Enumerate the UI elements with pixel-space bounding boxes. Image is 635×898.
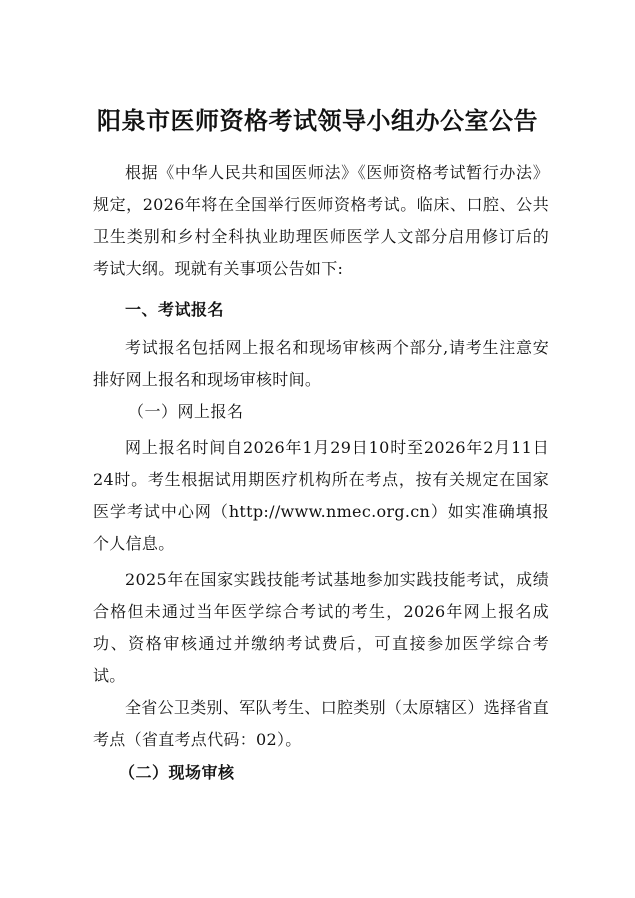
section-heading-registration: 一、考试报名 [125, 300, 225, 319]
subheading-online-registration: （一）网上报名 [128, 402, 244, 421]
online-registration-paragraph-3: 全省公卫类别、军队考生、口腔类别（太原辖区）选择省直考点（省直考点代码：02）。 [93, 698, 549, 749]
online-registration-paragraph-2: 2025年在国家实践技能考试基地参加实践技能考试，成绩合格但未通过当年医学综合考试的考生，2026年网上报名成功、资格审核通过并缴纳考试费后，可直接参加医学综合考试。 [93, 570, 549, 685]
registration-paragraph: 考试报名包括网上报名和现场审核两个部分,请考生注意安排好网上报名和现场审核时间。 [93, 338, 549, 389]
intro-paragraph: 根据《中华人民共和国医师法》《医师资格考试暂行办法》规定，2026年将在全国举行医师资格考试。临床、口腔、公共卫生类别和乡村全科执业助理医师医学人文部分启用修订后的考试大纲。现就有关事项公告如下: [93, 163, 549, 278]
online-registration-paragraph-1: 网上报名时间自2026年1月29日10时至2026年2月11日24时。考生根据试用期医疗机构所在考点，按有关规定在国家医学考试中心网（http://www.nmec.org.cn）如实准确填报个人信息。 [93, 438, 549, 553]
document-title: 阳泉市医师资格考试领导小组办公室公告 [97, 106, 538, 135]
subheading-onsite-review: （二）现场审核 [119, 763, 235, 782]
